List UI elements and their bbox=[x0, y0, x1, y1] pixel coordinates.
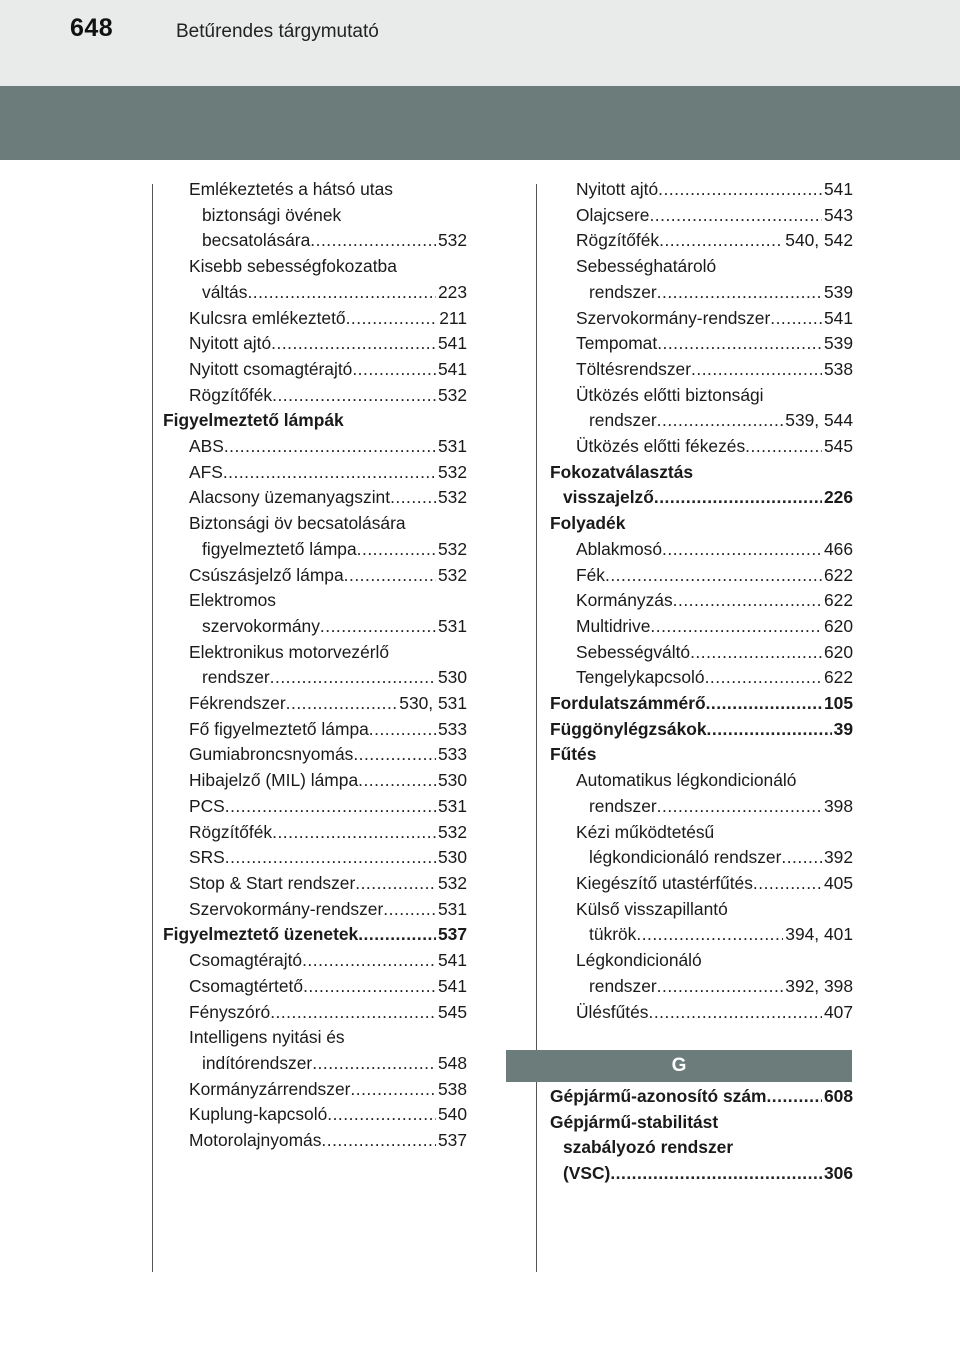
dot-leader bbox=[657, 280, 822, 306]
index-entry-page: 545 bbox=[823, 436, 853, 457]
index-entry-text: Csomagtértető bbox=[189, 975, 304, 996]
index-entry bbox=[163, 1128, 467, 1154]
index-entry-text: tükrök bbox=[589, 924, 637, 945]
index-entry bbox=[550, 306, 853, 332]
index-entry bbox=[163, 948, 467, 974]
index-entry bbox=[550, 691, 853, 717]
index-entry-page: 537 bbox=[437, 1130, 467, 1151]
index-entry-text: Kormányzás bbox=[576, 590, 673, 611]
dot-leader bbox=[272, 383, 436, 409]
section-title: Betűrendes tárgymutató bbox=[176, 21, 379, 42]
index-entry-page: 530 bbox=[437, 770, 467, 791]
index-entry bbox=[550, 665, 853, 691]
index-entry bbox=[163, 794, 467, 820]
index-entry-text: Elektromos bbox=[189, 590, 276, 611]
index-entry-text: Figyelmeztető üzenetek bbox=[163, 924, 359, 945]
index-entry bbox=[550, 537, 853, 563]
index-entry-page: 394, 401 bbox=[785, 924, 853, 945]
index-entry-text: AFS bbox=[189, 461, 223, 482]
index-entry bbox=[163, 820, 467, 846]
index-entry bbox=[550, 203, 853, 229]
index-entry-page: 532 bbox=[437, 821, 467, 842]
index-entry-page: 622 bbox=[823, 564, 853, 585]
index-entry-text: Gépjármű-azonosító szám bbox=[550, 1086, 767, 1106]
index-entry bbox=[163, 588, 467, 614]
index-entry-page: 531 bbox=[437, 898, 467, 919]
index-entry-text: Fordulatszámmérő bbox=[550, 693, 706, 714]
index-entry bbox=[550, 1161, 853, 1187]
index-entry-text: ABS bbox=[189, 436, 224, 457]
header-banner bbox=[0, 86, 960, 160]
dot-leader bbox=[223, 460, 436, 486]
index-entry-text: Rögzítőfék bbox=[189, 821, 273, 842]
index-entry-text: Gépjármű-stabilitást bbox=[550, 1111, 719, 1132]
index-entry-text: Figyelmeztető lámpák bbox=[163, 410, 344, 431]
index-entry bbox=[163, 1102, 467, 1128]
dot-leader bbox=[662, 537, 822, 563]
index-entry-text: Légkondicionáló bbox=[576, 950, 702, 971]
dot-leader bbox=[272, 820, 436, 846]
index-entry-page: 622 bbox=[823, 590, 853, 611]
index-entry-text: Tempomat bbox=[576, 333, 658, 354]
index-entry-text: Kisebb sebességfokozatba bbox=[189, 256, 397, 277]
index-entry bbox=[550, 357, 853, 383]
index-entry-text: Kormányzárrendszer bbox=[189, 1078, 351, 1099]
index-entry-page: 541 bbox=[437, 333, 467, 354]
index-entry-page: 548 bbox=[437, 1052, 467, 1073]
index-entry bbox=[550, 460, 853, 486]
index-entry-text: Automatikus légkondicionáló bbox=[576, 770, 797, 791]
index-entry-text: Nyitott ajtó bbox=[189, 333, 272, 354]
index-entry-text: Kiegészítő utastérfűtés bbox=[576, 872, 753, 893]
index-entry bbox=[550, 794, 853, 820]
index-entry-text: indítórendszer bbox=[202, 1052, 313, 1073]
index-entry-text: Nyitott ajtó bbox=[576, 179, 659, 199]
index-entry bbox=[550, 485, 853, 511]
index-entry-text: Rögzítőfék bbox=[189, 384, 273, 405]
dot-leader bbox=[247, 280, 436, 306]
index-entry-page: 620 bbox=[823, 615, 853, 636]
dot-leader bbox=[658, 177, 822, 203]
index-entry bbox=[550, 871, 853, 897]
dot-leader bbox=[320, 614, 436, 640]
index-entry bbox=[163, 383, 467, 409]
index-entry-page: 211 bbox=[439, 307, 467, 328]
index-entry-page: 466 bbox=[823, 538, 853, 559]
index-entry bbox=[550, 1110, 853, 1136]
index-entry-text: Tengelykapcsoló bbox=[576, 667, 705, 688]
index-entry bbox=[550, 742, 853, 768]
index-entry-text: Alacsony üzemanyagszint bbox=[189, 487, 391, 508]
dot-leader bbox=[286, 691, 398, 717]
column-divider-left bbox=[152, 184, 153, 1272]
index-entry-text: Függönylégzsákok bbox=[550, 718, 707, 739]
index-entry-page: 531 bbox=[437, 436, 467, 457]
index-entry-text: rendszer bbox=[589, 410, 657, 431]
dot-leader bbox=[310, 228, 436, 254]
dot-leader bbox=[657, 408, 784, 434]
index-entry-text: Fék bbox=[576, 564, 605, 585]
dot-leader bbox=[654, 485, 822, 511]
index-entry-page: 398 bbox=[823, 795, 853, 816]
index-entry-page: 532 bbox=[437, 384, 467, 405]
column-divider-right bbox=[536, 184, 537, 1272]
dot-leader bbox=[344, 563, 436, 589]
index-entry-page: 541 bbox=[437, 975, 467, 996]
index-entry bbox=[163, 691, 467, 717]
index-entry-page: 392, 398 bbox=[785, 975, 853, 996]
index-entry-text: Sebességhatároló bbox=[576, 256, 717, 277]
index-entry-page: 105 bbox=[823, 693, 853, 714]
dot-leader bbox=[302, 948, 436, 974]
index-entry-page: 622 bbox=[823, 667, 853, 688]
dot-leader bbox=[358, 768, 436, 794]
index-entry-text: Ütközés előtti fékezés bbox=[576, 436, 746, 457]
dot-leader bbox=[270, 665, 436, 691]
dot-leader bbox=[770, 306, 822, 332]
index-column-right bbox=[550, 177, 853, 1025]
dot-leader bbox=[271, 331, 436, 357]
index-entry bbox=[550, 768, 853, 794]
index-entry bbox=[163, 460, 467, 486]
dot-leader bbox=[357, 537, 436, 563]
index-entry-text: váltás bbox=[202, 281, 248, 302]
index-entry-page: 537 bbox=[437, 924, 467, 945]
index-entry bbox=[163, 563, 467, 589]
dot-leader bbox=[705, 665, 822, 691]
index-entry bbox=[550, 948, 853, 974]
dot-leader bbox=[321, 1128, 436, 1154]
dot-leader bbox=[390, 485, 436, 511]
letter-heading-g: G bbox=[506, 1050, 852, 1082]
index-entry-text: Szervokormány-rendszer bbox=[576, 307, 771, 328]
index-entry bbox=[550, 845, 853, 871]
index-entry-text: Olajcsere bbox=[576, 204, 650, 225]
index-entry-page: 608 bbox=[823, 1086, 853, 1106]
dot-leader bbox=[657, 331, 822, 357]
index-entry bbox=[163, 717, 467, 743]
index-entry-text: Fényszóró bbox=[189, 1001, 271, 1022]
index-entry bbox=[550, 614, 853, 640]
index-entry-text: Ütközés előtti biztonsági bbox=[576, 384, 764, 405]
dot-leader bbox=[303, 974, 436, 1000]
page-number: 648 bbox=[70, 14, 114, 42]
index-entry-page: 532 bbox=[437, 461, 467, 482]
index-entry bbox=[163, 254, 467, 280]
index-entry-text: szabályozó rendszer bbox=[563, 1137, 734, 1158]
index-entry-page: 530, 531 bbox=[399, 693, 467, 714]
index-entry-text: figyelmeztető lámpa bbox=[202, 538, 357, 559]
index-entry-text: becsatolására bbox=[202, 230, 311, 251]
index-entry bbox=[550, 383, 853, 409]
index-entry bbox=[163, 922, 467, 948]
index-entry-text: Fokozatválasztás bbox=[550, 461, 694, 482]
dot-leader bbox=[353, 742, 436, 768]
index-entry-text: visszajelző bbox=[563, 487, 654, 508]
dot-leader bbox=[781, 845, 822, 871]
index-entry-page: 407 bbox=[823, 1001, 853, 1022]
index-entry bbox=[550, 717, 853, 743]
index-entry bbox=[163, 331, 467, 357]
index-entry bbox=[163, 537, 467, 563]
index-entry-text: szervokormány bbox=[202, 615, 320, 636]
index-entry bbox=[163, 974, 467, 1000]
index-entry bbox=[163, 1025, 467, 1051]
index-entry-text: biztonsági övének bbox=[202, 204, 342, 225]
index-entry-page: 531 bbox=[437, 615, 467, 636]
index-entry-page: 541 bbox=[437, 950, 467, 971]
index-entry-text: Folyadék bbox=[550, 513, 626, 534]
index-entry bbox=[550, 897, 853, 923]
index-entry bbox=[550, 588, 853, 614]
index-entry-page: 539, 544 bbox=[785, 410, 853, 431]
index-entry-page: 39 bbox=[833, 718, 853, 739]
index-entry-page: 223 bbox=[437, 281, 467, 302]
dot-leader bbox=[350, 1077, 436, 1103]
header-bar bbox=[0, 0, 960, 86]
dot-leader bbox=[352, 357, 436, 383]
index-entry bbox=[163, 228, 467, 254]
index-entry-text: Gumiabroncsnyomás bbox=[189, 744, 354, 765]
index-entry bbox=[550, 177, 853, 203]
dot-leader bbox=[383, 897, 436, 923]
index-entry-text: Stop & Start rendszer bbox=[189, 872, 356, 893]
index-entry-page: 533 bbox=[437, 718, 467, 739]
index-entry-page: 538 bbox=[437, 1078, 467, 1099]
dot-leader bbox=[659, 228, 783, 254]
index-entry bbox=[163, 408, 467, 434]
dot-leader bbox=[610, 1161, 822, 1187]
index-entry-page: 530 bbox=[437, 667, 467, 688]
index-entry-page: 540 bbox=[437, 1104, 467, 1125]
index-entry bbox=[163, 845, 467, 871]
index-entry-page: 405 bbox=[823, 872, 853, 893]
index-entry-page: 533 bbox=[437, 744, 467, 765]
dot-leader bbox=[636, 922, 783, 948]
index-entry bbox=[163, 1051, 467, 1077]
index-entry-text: PCS bbox=[189, 795, 225, 816]
index-entry bbox=[163, 511, 467, 537]
dot-leader bbox=[657, 974, 784, 1000]
index-entry-text: Intelligens nyitási és bbox=[189, 1027, 345, 1048]
dot-leader bbox=[673, 588, 822, 614]
index-entry-text: légkondicionáló rendszer bbox=[589, 847, 782, 868]
index-entry-text: Biztonsági öv becsatolására bbox=[189, 513, 406, 534]
index-entry bbox=[550, 228, 853, 254]
dot-leader bbox=[706, 691, 822, 717]
index-entry-text: Nyitott csomagtérajtó bbox=[189, 358, 353, 379]
index-entry bbox=[550, 280, 853, 306]
index-entry bbox=[163, 665, 467, 691]
index-entry-page: 539 bbox=[823, 333, 853, 354]
index-entry bbox=[163, 306, 467, 332]
index-entry-page: 541 bbox=[437, 358, 467, 379]
index-entry-text: Multidrive bbox=[576, 615, 651, 636]
index-entry-text: (VSC) bbox=[563, 1163, 611, 1184]
index-entry bbox=[550, 1084, 853, 1110]
index-entry-text: Kulcsra emlékeztető bbox=[189, 307, 346, 328]
index-entry bbox=[163, 177, 467, 203]
dot-leader bbox=[690, 640, 822, 666]
index-entry-page: 531 bbox=[437, 795, 467, 816]
index-entry-page: 530 bbox=[437, 847, 467, 868]
dot-leader bbox=[766, 1084, 822, 1110]
dot-leader bbox=[369, 717, 436, 743]
index-entry-page: 541 bbox=[823, 179, 853, 199]
index-entry-page: 226 bbox=[823, 487, 853, 508]
index-entry bbox=[163, 434, 467, 460]
dot-leader bbox=[745, 434, 822, 460]
index-entry-page: 392 bbox=[823, 847, 853, 868]
index-entry-text: Ablakmosó bbox=[576, 538, 663, 559]
index-entry bbox=[550, 563, 853, 589]
dot-leader bbox=[225, 794, 436, 820]
index-entry-text: Elektronikus motorvezérlő bbox=[189, 641, 390, 662]
index-column-left bbox=[163, 177, 467, 1154]
index-entry bbox=[550, 434, 853, 460]
index-entry bbox=[550, 974, 853, 1000]
index-entry-page: 532 bbox=[437, 564, 467, 585]
index-entry bbox=[163, 1077, 467, 1103]
index-entry bbox=[550, 922, 853, 948]
index-entry-page: 543 bbox=[823, 204, 853, 225]
index-entry-text: rendszer bbox=[589, 795, 657, 816]
index-entry-page: 545 bbox=[437, 1001, 467, 1022]
index-entry-text: Csúszásjelző lámpa bbox=[189, 564, 344, 585]
index-entry-text: Külső visszapillantó bbox=[576, 898, 728, 919]
index-entry-text: rendszer bbox=[202, 667, 270, 688]
index-entry-text: Csomagtérajtó bbox=[189, 950, 303, 971]
dot-leader bbox=[707, 717, 832, 743]
index-entry bbox=[550, 640, 853, 666]
index-entry-text: Motorolajnyomás bbox=[189, 1130, 322, 1151]
index-entry-page: 539 bbox=[823, 281, 853, 302]
index-entry bbox=[163, 614, 467, 640]
index-entry bbox=[550, 331, 853, 357]
dot-leader bbox=[327, 1102, 436, 1128]
index-entry bbox=[550, 254, 853, 280]
dot-leader bbox=[225, 845, 436, 871]
dot-leader bbox=[346, 306, 438, 332]
index-entry-text: Fékrendszer bbox=[189, 693, 286, 714]
dot-leader bbox=[657, 794, 822, 820]
index-section-g bbox=[550, 1084, 853, 1187]
index-entry bbox=[163, 1000, 467, 1026]
dot-leader bbox=[649, 1000, 822, 1026]
index-entry bbox=[163, 203, 467, 229]
index-entry bbox=[163, 357, 467, 383]
index-entry bbox=[550, 1000, 853, 1026]
index-entry bbox=[163, 485, 467, 511]
index-entry-page: 532 bbox=[437, 538, 467, 559]
index-entry-text: Hibajelző (MIL) lámpa bbox=[189, 770, 359, 791]
index-entry bbox=[550, 408, 853, 434]
dot-leader bbox=[358, 922, 436, 948]
dot-leader bbox=[355, 871, 436, 897]
index-entry-text: Fűtés bbox=[550, 744, 597, 765]
index-entry-text: Fő figyelmeztető lámpa bbox=[189, 718, 369, 739]
index-entry-page: 306 bbox=[823, 1163, 853, 1184]
index-entry-text: rendszer bbox=[589, 281, 657, 302]
index-entry bbox=[163, 640, 467, 666]
index-entry-page: 541 bbox=[823, 307, 853, 328]
index-entry bbox=[163, 280, 467, 306]
dot-leader bbox=[691, 357, 822, 383]
index-entry bbox=[163, 897, 467, 923]
index-entry-page: 532 bbox=[437, 872, 467, 893]
index-entry-page: 620 bbox=[823, 641, 853, 662]
index-entry-text: Kézi működtetésű bbox=[576, 821, 715, 842]
index-entry-text: rendszer bbox=[589, 975, 657, 996]
index-entry-text: SRS bbox=[189, 847, 225, 868]
index-entry bbox=[163, 768, 467, 794]
index-entry-text: Rögzítőfék bbox=[576, 230, 660, 251]
index-entry bbox=[550, 511, 853, 537]
index-entry-text: Töltésrendszer bbox=[576, 358, 692, 379]
index-entry-text: Ülésfűtés bbox=[576, 1001, 649, 1022]
dot-leader bbox=[650, 614, 822, 640]
index-entry-text: Sebességváltó bbox=[576, 641, 691, 662]
index-entry-text: Szervokormány-rendszer bbox=[189, 898, 384, 919]
index-entry-page: 538 bbox=[823, 358, 853, 379]
index-entry-page: 540, 542 bbox=[785, 230, 853, 251]
dot-leader bbox=[224, 434, 436, 460]
index-entry-page: 532 bbox=[437, 487, 467, 508]
dot-leader bbox=[649, 203, 822, 229]
index-entry bbox=[550, 820, 853, 846]
index-entry-text: Emlékeztetés a hátsó utas bbox=[189, 179, 393, 199]
index-entry bbox=[550, 1135, 853, 1161]
index-entry bbox=[163, 871, 467, 897]
dot-leader bbox=[270, 1000, 436, 1026]
dot-leader bbox=[605, 563, 822, 589]
index-entry-page: 532 bbox=[437, 230, 467, 251]
dot-leader bbox=[312, 1051, 436, 1077]
index-entry bbox=[163, 742, 467, 768]
index-entry-text: Kuplung-kapcsoló bbox=[189, 1104, 328, 1125]
dot-leader bbox=[753, 871, 822, 897]
